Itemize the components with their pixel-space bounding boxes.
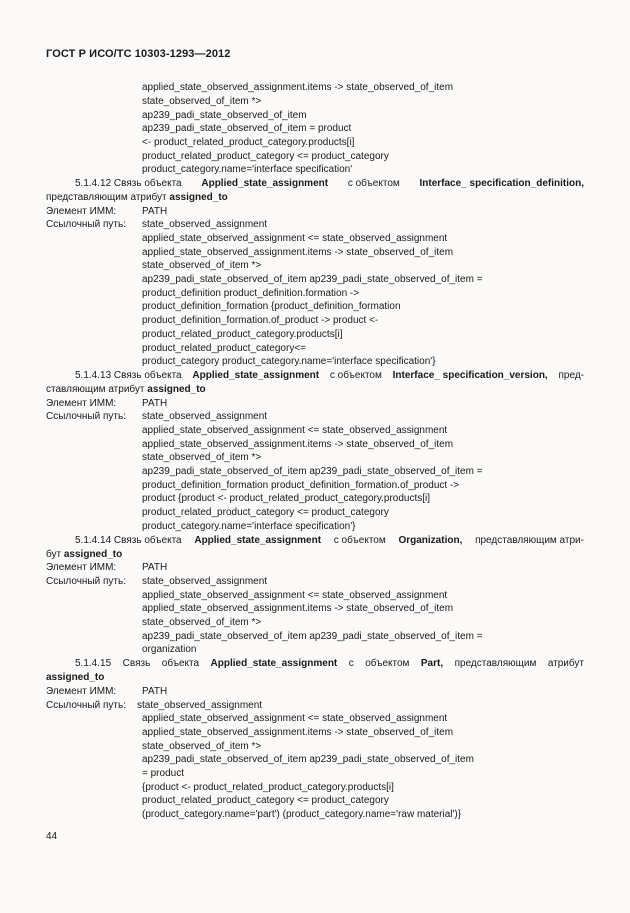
- path-line: applied_state_observed_assignment <= state_observed_assignment: [142, 713, 448, 724]
- path-line: state_observed_assignment: [142, 411, 268, 422]
- path-line: ap239_padi_state_observed_of_item ap239_padi_state_observed_of_item =: [142, 631, 483, 642]
- entity-name: Interface_ specification_version,: [392, 370, 548, 381]
- path-line: state_observed_assignment: [137, 700, 263, 711]
- document-header: ГОСТ Р ИСО/ТС 10303-1293—2012: [46, 48, 231, 60]
- path-line: product_related_product_category <= product_category: [142, 795, 389, 806]
- path-line: product_definition_formation product_definition_formation.of_product ->: [142, 480, 460, 491]
- element-value: PATH: [142, 398, 168, 409]
- section-heading-5-1-4-15: [75, 657, 584, 671]
- entity-name: Applied_state_assignment: [192, 370, 320, 381]
- path-line: applied_state_observed_assignment.items -> state_observed_of_item: [142, 439, 454, 450]
- path-line: ap239_padi_state_observed_of_item: [142, 110, 307, 121]
- entity-name: Part,: [420, 658, 444, 669]
- path-line: ap239_padi_state_observed_of_item ap239_padi_state_observed_of_item: [142, 754, 474, 765]
- path-line: product_category product_category.name='interface specification'}: [142, 356, 436, 367]
- section-heading-line2: [46, 191, 228, 205]
- entity-name: Applied_state_assignment: [201, 178, 329, 189]
- section-heading-5-1-4-12: [75, 177, 584, 191]
- path-line: product_definition_formation {product_definition_formation: [142, 301, 401, 312]
- heading-text: ставляющим атрибут: [46, 384, 145, 395]
- attribute-name: assigned_to: [147, 384, 206, 395]
- heading-text: представляющим атрибут: [46, 192, 167, 203]
- heading-text: Связь: [122, 658, 151, 669]
- section-heading-line2: [46, 548, 122, 562]
- page-number: 44: [46, 831, 58, 842]
- element-value: PATH: [142, 206, 168, 217]
- path-line: applied_state_observed_assignment.items -> state_observed_of_item: [142, 82, 454, 93]
- path-line: applied_state_observed_assignment.items -> state_observed_of_item: [142, 247, 454, 258]
- entity-name: Applied_state_assignment: [194, 535, 322, 546]
- element-value: PATH: [142, 686, 168, 697]
- heading-text: с: [348, 658, 354, 669]
- path-line: product_related_product_category <= product_category: [142, 507, 389, 518]
- section-heading-line2: [46, 671, 104, 685]
- section-heading-line2: [46, 383, 206, 397]
- path-line: applied_state_observed_assignment.items -> state_observed_of_item: [142, 727, 454, 738]
- reference-path-label: Ссылочный путь:: [46, 700, 126, 711]
- attribute-name: assigned_to: [46, 672, 105, 683]
- heading-text: пред-: [558, 370, 584, 381]
- section-number: 5.1.4.15: [75, 658, 112, 669]
- path-line: product_category.name='interface specification': [142, 164, 353, 175]
- path-line: state_observed_assignment: [142, 219, 268, 230]
- path-line: product_definition_formation.of_product -> product <-: [142, 315, 379, 326]
- path-line: applied_state_observed_assignment <= state_observed_assignment: [142, 425, 448, 436]
- path-line: (product_category.name='part') (product_category.name='raw material')}: [142, 809, 462, 820]
- path-line: organization: [142, 644, 197, 655]
- section-number: 5.1.4.14 Связь объекта: [75, 535, 182, 546]
- attribute-name: assigned_to: [169, 192, 228, 203]
- heading-text: представляющим: [454, 658, 537, 669]
- reference-path-label: Ссылочный путь:: [46, 411, 126, 422]
- path-line: product_related_product_category<=: [142, 343, 307, 354]
- path-line: product_related_product_category <= product_category: [142, 151, 389, 162]
- element-value: PATH: [142, 562, 168, 573]
- path-line: state_observed_of_item *>: [142, 260, 262, 271]
- path-line: product_related_product_category.products[i]: [142, 329, 343, 340]
- heading-text: с объектом: [347, 178, 400, 189]
- path-line: ap239_padi_state_observed_of_item ap239_padi_state_observed_of_item =: [142, 274, 483, 285]
- element-label: Элемент ИММ:: [46, 562, 117, 573]
- entity-name: Interface_ specification_definition,: [419, 178, 584, 189]
- attribute-name: assigned_to: [63, 549, 123, 560]
- path-line: ap239_padi_state_observed_of_item ap239_padi_state_observed_of_item =: [142, 466, 483, 477]
- path-line: {product <- product_related_product_category.products[i]: [142, 782, 394, 793]
- path-line: ap239_padi_state_observed_of_item = product: [142, 123, 352, 134]
- section-heading-5-1-4-14: [75, 534, 584, 548]
- section-heading-5-1-4-13: [75, 369, 584, 383]
- heading-text: объекта: [161, 658, 200, 669]
- path-line: applied_state_observed_assignment <= state_observed_assignment: [142, 233, 448, 244]
- reference-path-label: Ссылочный путь:: [46, 219, 126, 230]
- section-number: 5.1.4.12 Связь объекта: [75, 178, 182, 189]
- path-line: state_observed_of_item *>: [142, 452, 262, 463]
- section-number: 5.1.4.13 Связь объекта: [75, 370, 182, 381]
- path-line: state_observed_of_item *>: [142, 741, 262, 752]
- path-line: = product: [142, 768, 184, 779]
- path-line: applied_state_observed_assignment <= state_observed_assignment: [142, 590, 448, 601]
- path-line: product_category.name='interface specification'}: [142, 521, 356, 532]
- path-line: state_observed_assignment: [142, 576, 268, 587]
- heading-text: объектом: [365, 658, 410, 669]
- path-line: applied_state_observed_assignment.items -> state_observed_of_item: [142, 603, 454, 614]
- element-label: Элемент ИММ:: [46, 398, 117, 409]
- reference-path-label: Ссылочный путь:: [46, 576, 126, 587]
- path-line: product_definition product_definition.formation ->: [142, 288, 360, 299]
- heading-text: атрибут: [547, 658, 584, 669]
- heading-text: с объектом: [333, 535, 386, 546]
- path-line: product {product <- product_related_product_category.products[i]: [142, 493, 431, 504]
- element-label: Элемент ИММ:: [46, 686, 117, 697]
- entity-name: Applied_state_assignment: [210, 658, 338, 669]
- heading-text: представляющим атри-: [475, 535, 584, 546]
- entity-name: Organization,: [398, 535, 463, 546]
- heading-text: бут: [46, 549, 62, 560]
- path-line: state_observed_of_item *>: [142, 96, 262, 107]
- path-line: state_observed_of_item *>: [142, 617, 262, 628]
- path-line: <- product_related_product_category.products[i]: [142, 137, 355, 148]
- element-label: Элемент ИММ:: [46, 206, 117, 217]
- heading-text: с объектом: [329, 370, 382, 381]
